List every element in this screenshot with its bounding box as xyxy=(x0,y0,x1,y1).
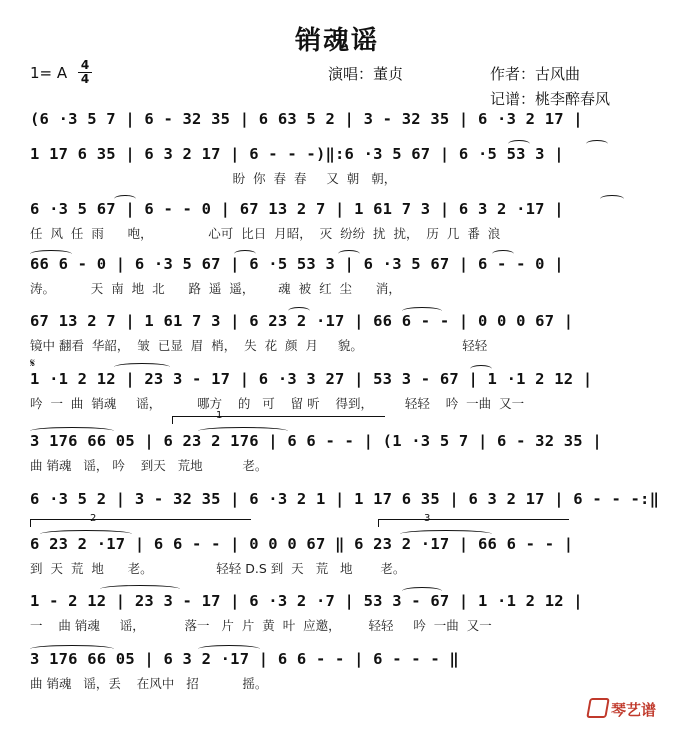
time-sig-top: 4 xyxy=(80,58,90,72)
time-signature xyxy=(78,60,92,85)
song-title: 销魂谣 xyxy=(294,26,379,56)
volta-number: 1 xyxy=(216,410,223,421)
slur-mark xyxy=(288,307,310,315)
slur-mark xyxy=(338,250,360,258)
volta-bracket-3 xyxy=(378,519,569,527)
lyric-line: 到 天 荒 地 老。 轻轻 D.S 到 天 荒 地 老。 xyxy=(30,561,406,576)
brand-logo-icon xyxy=(586,698,610,718)
slur-mark xyxy=(470,365,492,373)
slur-mark xyxy=(400,530,492,538)
brand-name: 琴艺谱 xyxy=(610,701,656,719)
lyric-line: 曲 销魂 谣， 吟 到天 荒地 老。 xyxy=(30,458,268,473)
notation-line: 6 ·3 5 2 | 3 - 32 35 | 6 ·3 2 1 | 1 17 6 35 | 6 3 2 17 | 6 - - -:‖ xyxy=(30,490,660,508)
author-credit: 作者：古风曲 xyxy=(490,65,581,83)
notation-line: 67 13 2 7 | 1 61 7 3 | 6 23 2 ·17 | 66 6 - - | 0 0 0 67 | xyxy=(30,312,574,330)
slur-mark xyxy=(492,250,514,258)
transcriber-credit: 记谱：桃李醉春风 xyxy=(490,90,611,108)
brand-watermark xyxy=(588,698,656,720)
lyric-line: 盼 你 春 春 又 朝 朝， xyxy=(30,171,397,186)
lyric-line: 镜中 翻看 华韶， 皱 已显 眉 梢， 失 花 颜 月 貌。 轻轻 xyxy=(30,338,488,353)
lyric-line: 任 风 任 雨 咆， 心可 比日 月昭， 灭 纷纷 扰 扰， 历 几 番 浪 xyxy=(30,226,501,241)
time-sig-bottom: 4 xyxy=(80,72,90,86)
slur-mark xyxy=(100,585,180,593)
volta-bracket-2 xyxy=(30,519,251,527)
notation-line: 66 6 - 0 | 6 ·3 5 67 | 6 ·5 53 3 | 6 ·3 5 67 | 6 - - 0 | xyxy=(30,255,564,273)
slur-mark xyxy=(114,363,170,371)
singer-credit: 演唱：董贞 xyxy=(328,65,404,83)
slur-mark xyxy=(114,195,136,203)
slur-mark xyxy=(198,427,288,435)
slur-mark xyxy=(234,250,256,258)
slur-mark xyxy=(508,140,530,148)
key-signature: 1= A xyxy=(30,64,68,82)
lyric-line: 涛。 天 南 地 北 路 遥 遥， 魂 被 红 尘 消， xyxy=(30,281,401,296)
slur-mark xyxy=(600,195,624,203)
lyric-line: 曲 销魂 谣，丢 在风中 招 摇。 xyxy=(30,676,268,691)
slur-mark xyxy=(402,307,442,315)
lyric-line: 一 曲 销魂 谣， 落一 片 片 黄 叶 应邀， 轻轻 吟 一曲 又一 xyxy=(30,618,492,633)
slur-mark xyxy=(402,587,442,595)
notation-line: 1 - 2 12 | 23 3 - 17 | 6 ·3 2 ·7 | 53 3 - 67 | 1 ·1 2 12 | xyxy=(30,592,583,610)
lyric-line: 吟 一 曲 销魂 谣， 哪方 的 可 留 听 得到， 轻轻 吟 一曲 又一 xyxy=(30,396,525,411)
slur-mark xyxy=(30,250,72,258)
notation-line: 6 ·3 5 67 | 6 - - 0 | 67 13 2 7 | 1 61 7 3 | 6 3 2 ·17 | xyxy=(30,200,564,218)
volta-number: 2 xyxy=(90,513,97,524)
segno-icon: 𝄋 xyxy=(30,356,36,370)
notation-line: 3 176 66 05 | 6 3 2 ·17 | 6 6 - - | 6 - - - ‖ xyxy=(30,650,459,668)
notation-line: 6 23 2 ·17 | 6 6 - - | 0 0 0 67 ‖ 6 23 2 ·17 | 66 6 - - | xyxy=(30,535,574,553)
volta-number: 3 xyxy=(424,513,431,524)
notation-line: 3 176 66 05 | 6 23 2 176 | 6 6 - - | (1 ·3 5 7 | 6 - 32 35 | xyxy=(30,432,602,450)
notation-line: 1 17 6 35 | 6 3 2 17 | 6 - - -)‖:6 ·3 5 67 | 6 ·5 53 3 | xyxy=(30,145,564,163)
slur-mark xyxy=(30,645,114,653)
notation-line: 1 ·1 2 12 | 23 3 - 17 | 6 ·3 3 27 | 53 3 - 67 | 1 ·1 2 12 | xyxy=(30,370,593,388)
slur-mark xyxy=(198,645,260,653)
volta-bracket-1 xyxy=(172,416,385,424)
slur-mark xyxy=(40,530,132,538)
slur-mark xyxy=(586,140,608,148)
slur-mark xyxy=(30,427,114,435)
notation-line: (6 ·3 5 7 | 6 - 32 35 | 6 63 5 2 | 3 - 32 35 | 6 ·3 2 17 | xyxy=(30,110,583,128)
